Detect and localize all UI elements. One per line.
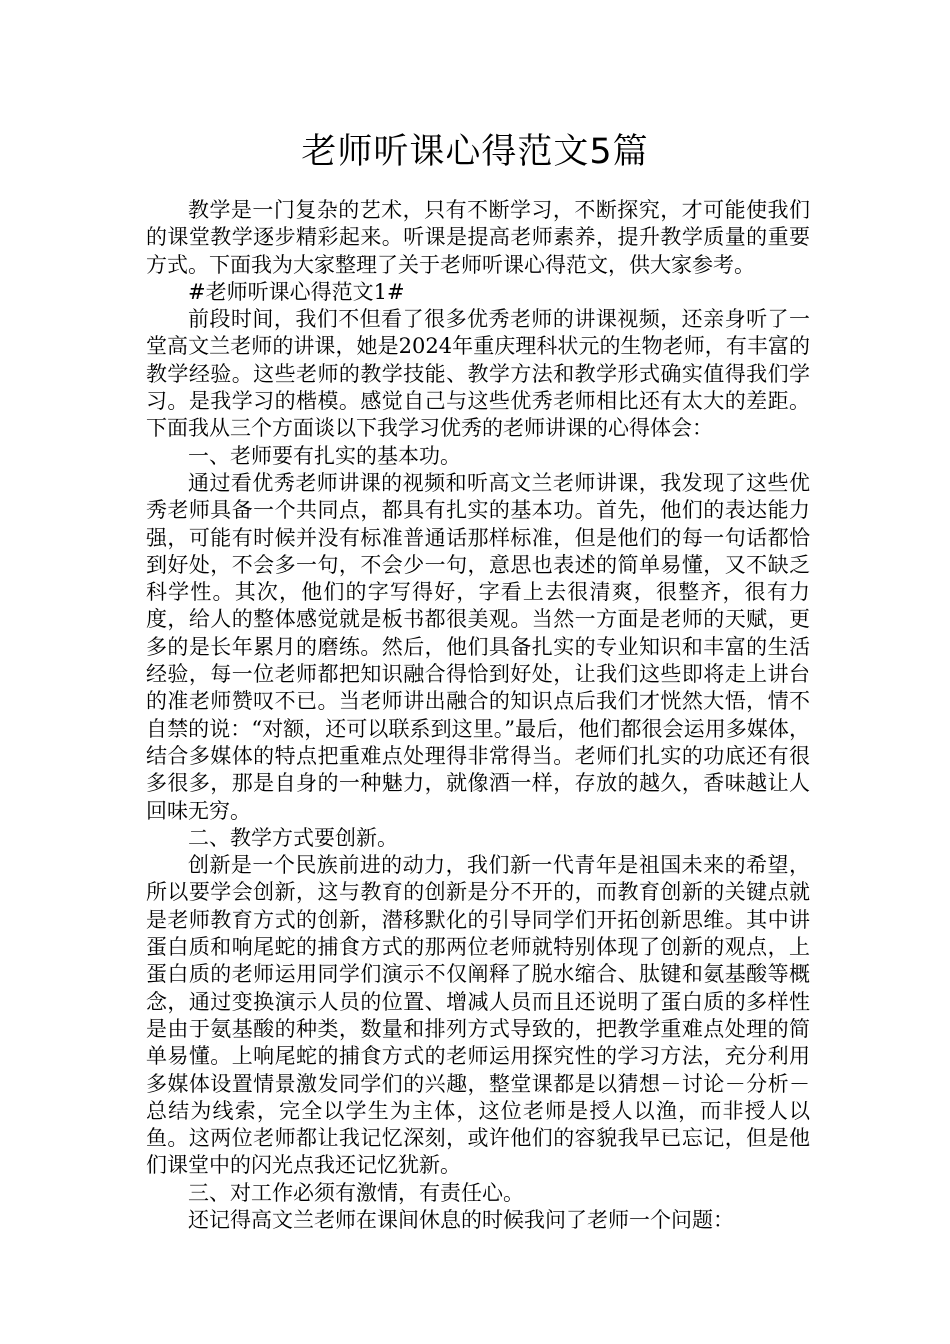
section-heading: 一、老师要有扎实的基本功。 <box>188 443 461 468</box>
document-body <box>146 197 810 1234</box>
body-paragraph: 还记得高文兰老师在课间休息的时候我问了老师一个问题： <box>188 1207 734 1232</box>
section-heading: 三、对工作必须有激情，有责任心。 <box>188 1180 524 1205</box>
body-paragraph: 通过看优秀老师讲课的视频和听高文兰老师讲课，我发现了这些优秀老师具备一个共同点，都具有扎实的基本功。首先，他们的表达能力强，可能有时候并没有标准普通话那样标准，但是他们的每一句话都恰到好处，不会多一句，不会少一句，意思也表述的简单易懂，又不缺乏科学性。其次，他们的字写得好，字看上去很清爽，很整齐，很有力度，给人的整体感觉就是板书都很美观。当然一方面是老师的天赋，更多的是长年累月的磨练。然后，他们具备扎实的专业知识和丰富的生活经验，每一位老师都把知识融合得恰到好处，让我们这些即将走上讲台的准老师赞叹不已。当老师讲出融合的知识点后我们才恍然大悟，情不自禁的说：“对额，还可以联系到这里。”最后，他们都很会运用多媒体，结合多媒体的特点把重难点处理得非常得当。老师们扎实的功底还有很多很多，那是自身的一种魅力，就像酒一样，存放的越久，香味越让人回味无穷。 <box>146 470 810 823</box>
body-paragraph: 前段时间，我们不但看了很多优秀老师的讲课视频，还亲身听了一堂高文兰老师的讲课，她是2024年重庆理科状元的生物老师，有丰富的教学经验。这些老师的教学技能、教学方法和教学形式确实值得我们学习。是我学习的楷模。感觉自己与这些优秀老师相比还有太大的差距。下面我从三个方面谈以下我学习优秀的老师讲课的心得体会： <box>146 307 810 441</box>
section-marker: #老师听课心得范文1# <box>188 279 405 304</box>
body-paragraph: 创新是一个民族前进的动力，我们新一代青年是祖国未来的希望，所以要学会创新，这与教育的创新是分不开的，而教育创新的关键点就是老师教育方式的创新，潜移默化的引导同学们开拓创新思维。其中讲蛋白质和响尾蛇的捕食方式的那两位老师就特别体现了创新的观点，上蛋白质的老师运用同学们演示不仅阐释了脱水缩合、肽键和氨基酸等概念，通过变换演示人员的位置、增减人员而且还说明了蛋白质的多样性是由于氨基酸的种类，数量和排列方式导致的，把教学重难点处理的简单易懂。上响尾蛇的捕食方式的老师运用探究性的学习方法，充分利用多媒体设置情景激发同学们的兴趣，整堂课都是以猜想－讨论－分析－总结为线索，完全以学生为主体，这位老师是授人以渔，而非授人以鱼。这两位老师都让我记忆深刻，或许他们的容貌我早已忘记，但是他们课堂中的闪光点我还记忆犹新。 <box>146 853 810 1178</box>
section-heading: 二、教学方式要创新。 <box>188 825 398 850</box>
document-title: 老师听课心得范文5篇 <box>301 132 649 172</box>
intro-paragraph: 教学是一门复杂的艺术，只有不断学习，不断探究，才可能使我们的课堂教学逐步精彩起来。听课是提高老师素养，提升教学质量的重要方式。下面我为大家整理了关于老师听课心得范文，供大家参考。 <box>146 198 810 277</box>
